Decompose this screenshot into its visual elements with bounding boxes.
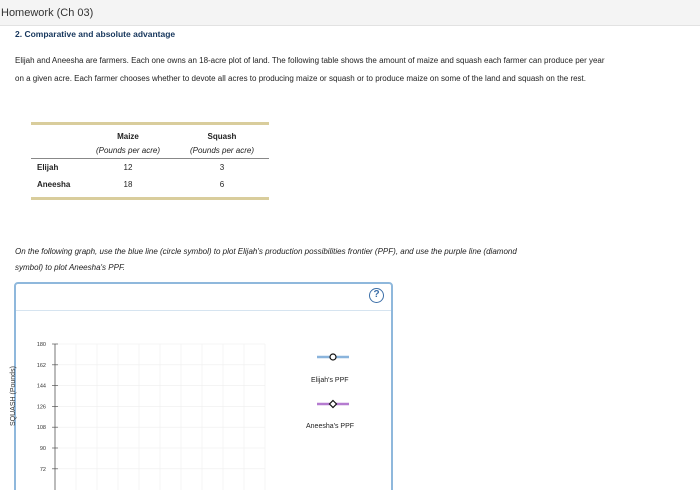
y-axis-title: SQUASH (Pounds) xyxy=(10,366,17,426)
diamond-marker-icon[interactable] xyxy=(316,398,350,410)
y-tick-label: 180 xyxy=(36,342,46,348)
instructions-line-2: symbol) to plot Aneesha's PPF. xyxy=(15,263,126,272)
plot-grid xyxy=(55,344,265,490)
table-cell: 3 xyxy=(219,163,225,172)
y-tick-label: 108 xyxy=(36,425,46,432)
table-row-label: Aneesha xyxy=(37,180,71,189)
page-title: Homework (Ch 03) xyxy=(1,7,94,19)
table-cell: 12 xyxy=(123,163,133,172)
question-circle-icon[interactable]: ? xyxy=(369,288,384,303)
table-unit-maize: (Pounds per acre) xyxy=(95,146,161,155)
table-header-maize: Maize xyxy=(117,132,139,141)
question-paragraph: Elijah and Aneesha are farmers. Each one owns an 18-acre plot of land. The following table shows the amount of maize and squash each farmer can produce per year on a given acre. Each farmer chooses whether to devote all acres to producing maize or squash or to produce maize on some of the land and squash on the rest. xyxy=(15,56,605,83)
y-tick-label: 72 xyxy=(39,466,46,473)
y-tick-label: 90 xyxy=(39,446,46,452)
table-unit-squash: (Pounds per acre) xyxy=(189,146,255,155)
table-header-squash: Squash xyxy=(207,132,237,141)
circle-marker-icon[interactable] xyxy=(316,351,350,363)
y-tick-label: 162 xyxy=(36,362,46,369)
table-cell: 6 xyxy=(219,180,225,189)
table-cell: 18 xyxy=(123,180,133,189)
table-row-label: Elijah xyxy=(37,163,59,172)
instructions-line-1: On the following graph, use the blue line (circle symbol) to plot Elijah's production possibilities frontier (PPF), and use the purple line (diamond xyxy=(15,247,517,256)
y-tick-label: 126 xyxy=(36,404,46,411)
elijah-ppf-label: Elijah's PPF xyxy=(311,377,349,384)
aneesha-ppf-legend-tool[interactable] xyxy=(316,397,350,415)
aneesha-ppf-label: Aneesha's PPF xyxy=(306,423,355,430)
y-tick-label: 144 xyxy=(36,383,46,390)
question-title: 2. Comparative and absolute advantage xyxy=(15,29,176,39)
elijah-ppf-legend-tool[interactable] xyxy=(316,350,350,368)
